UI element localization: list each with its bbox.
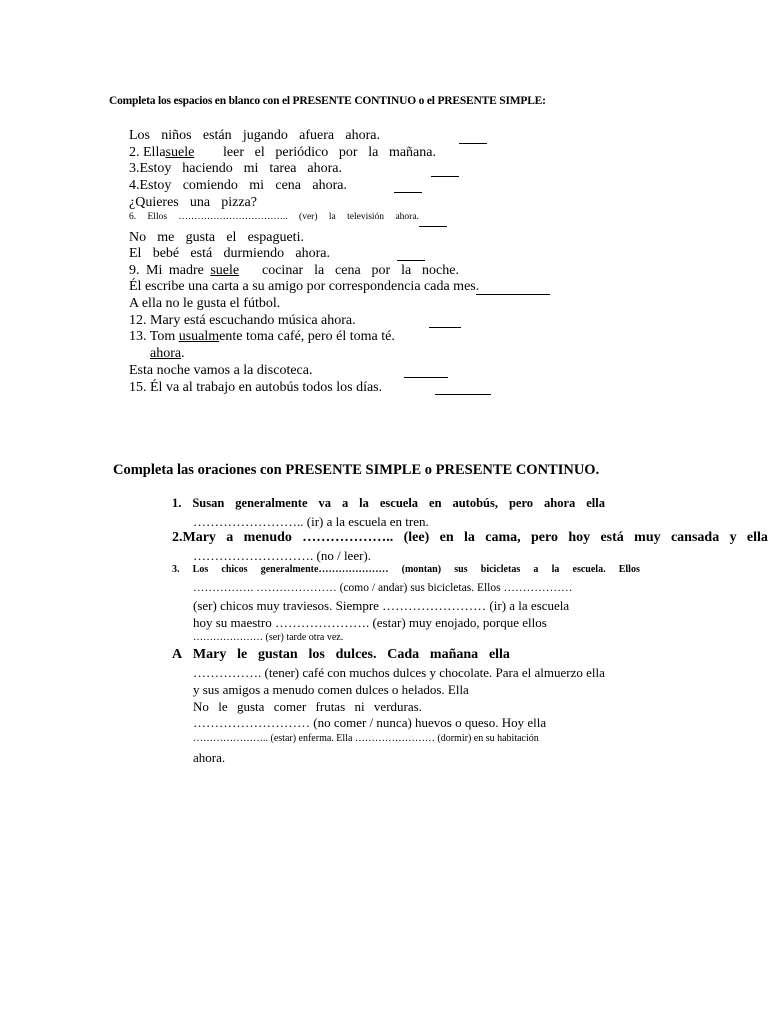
exercise-line: …………………….. (ir) a la escuela en tren.: [193, 514, 429, 529]
word: afuera: [299, 128, 335, 143]
word: cansada: [670, 530, 720, 545]
word: No: [193, 699, 209, 714]
word: mañana.: [388, 145, 436, 160]
word: por: [371, 263, 391, 278]
word: ahora.: [295, 246, 330, 261]
word: ……………………………..: [178, 212, 288, 222]
word: Ellos: [618, 564, 640, 575]
word: y: [729, 530, 737, 545]
word: cena: [335, 263, 361, 278]
word: generalmente…………………: [260, 564, 389, 575]
word: la: [368, 145, 379, 160]
word: le: [218, 699, 228, 714]
word: me: [157, 230, 175, 245]
word: El: [129, 246, 142, 261]
word: Mary: [192, 647, 227, 662]
exercise-line: ………………… (ser) tarde otra vez.: [193, 632, 344, 643]
exercise-line: A ella no le gusta el fútbol.: [129, 296, 281, 311]
exercise-line: [262, 264, 459, 278]
answer-blank: [394, 192, 422, 193]
word: ahora.: [345, 128, 380, 143]
word: ahora.: [307, 161, 342, 176]
word: comiendo: [182, 178, 238, 193]
word: 3.: [172, 564, 180, 575]
exercise-line: ahora.: [150, 346, 185, 361]
word: a: [226, 530, 234, 545]
word: leer: [223, 145, 244, 160]
word: el: [254, 145, 265, 160]
word: frutas: [315, 699, 346, 714]
exercise-line: 2. Ellasuele: [129, 145, 195, 160]
word: noche.: [422, 263, 459, 278]
word: gustan: [258, 647, 298, 662]
word: gusta: [236, 699, 265, 714]
word: ahora: [544, 496, 576, 510]
word: la: [314, 263, 325, 278]
exercise-line: ………………….. (estar) enferma. Ella …………………… (dormir) en su habitación: [193, 733, 539, 744]
word: la: [359, 496, 369, 510]
word: tarea: [269, 161, 297, 176]
word: gusta: [185, 230, 216, 245]
answer-blank: [397, 260, 425, 261]
word: 4.Estoy: [129, 178, 172, 193]
word: la: [328, 212, 336, 222]
word: bicicletas: [480, 564, 521, 575]
word: televisión: [347, 212, 385, 222]
word: el: [226, 230, 237, 245]
word: periódico: [275, 145, 329, 160]
word: haciendo: [182, 161, 233, 176]
exercise-line: [129, 196, 257, 210]
word: mi: [243, 161, 259, 176]
word: ella: [586, 496, 605, 510]
word: chicos: [221, 564, 248, 575]
exercise-line: ……………………… (no comer / nunca) huevos o queso. Hoy ella: [193, 715, 547, 730]
word: Los: [192, 564, 209, 575]
word: pizza?: [221, 195, 257, 210]
exercise-line: [172, 565, 640, 575]
word: mi: [249, 178, 265, 193]
word: en: [429, 496, 442, 510]
word: (lee): [403, 530, 430, 545]
word: está: [600, 530, 624, 545]
word: va: [318, 496, 331, 510]
exercise-line: 12. Mary está escuchando música ahora.: [129, 313, 356, 328]
word: pero: [530, 530, 558, 545]
word: Los: [129, 128, 150, 143]
exercise-line: [172, 531, 768, 545]
word: muy: [634, 530, 661, 545]
exercise-line: 13. Tom usualmente toma café, pero él toma té.: [129, 329, 395, 344]
word: la: [401, 263, 412, 278]
exercise-line: [129, 213, 419, 223]
word: escuela: [379, 496, 419, 510]
answer-blank: [431, 176, 459, 177]
exercise-line: [129, 162, 342, 176]
word: cocinar: [262, 263, 304, 278]
exercise-line: [129, 231, 304, 245]
section1-instruction: Completa los espacios en blanco con el PRESENTE CONTINUO o el PRESENTE SIMPLE:: [109, 95, 546, 107]
exercise-line: 9. Mi madre suele: [129, 263, 240, 278]
answer-blank: [476, 294, 550, 295]
word: Susan: [192, 496, 225, 510]
word: verduras.: [373, 699, 422, 714]
answer-blank: [459, 143, 487, 144]
exercise-line: hoy su maestro …………………. (estar) muy enojado, porque ellos: [193, 615, 547, 630]
word: ella: [746, 530, 768, 545]
word: cama,: [485, 530, 521, 545]
answer-blank: [435, 394, 491, 395]
exercise-line: 15. Él va al trabajo en autobús todos los días.: [129, 380, 383, 395]
word: 3.Estoy: [129, 161, 172, 176]
word: escuela.: [572, 564, 606, 575]
word: autobús,: [452, 496, 498, 510]
exercise-line: [129, 129, 380, 143]
word: está: [190, 246, 213, 261]
word: menudo: [243, 530, 292, 545]
word: cena: [275, 178, 302, 193]
word: 6.: [129, 212, 137, 222]
exercise-line: [172, 497, 605, 510]
exercise-line: [223, 146, 436, 160]
word: (ver): [299, 212, 318, 222]
word: dulces.: [335, 647, 377, 662]
word: (montan): [401, 564, 442, 575]
word: en: [439, 530, 454, 545]
exercise-line: ………………………. (no / leer).: [193, 548, 372, 563]
word: pero: [508, 496, 534, 510]
word: a: [341, 496, 349, 510]
word: comer: [273, 699, 307, 714]
exercise-line: [193, 700, 422, 713]
word: hoy: [568, 530, 591, 545]
word: la: [551, 564, 560, 575]
exercise-line: y sus amigos a menudo comen dulces o helados. Ella: [193, 682, 469, 697]
exercise-line: ……………. (tener) café con muchos dulces y chocolate. Para el almuerzo ella: [193, 665, 605, 680]
word: ¿Quieres: [129, 195, 179, 210]
word: bebé: [152, 246, 180, 261]
exercise-line: [129, 247, 330, 261]
word: ni: [354, 699, 365, 714]
word: a: [533, 564, 539, 575]
word: la: [463, 530, 475, 545]
word: le: [237, 647, 248, 662]
exercise-line: ……………. ………………… (como / andar) sus bicicletas. Ellos ………………: [193, 582, 573, 594]
word: generalmente: [235, 496, 308, 510]
word: ella: [488, 647, 510, 662]
exercise-line: ahora.: [193, 750, 226, 765]
word: Cada: [387, 647, 420, 662]
exercise-line: Él escribe una carta a su amigo por correspondencia cada mes.: [129, 279, 480, 294]
word: sus: [454, 564, 468, 575]
word: espagueti.: [247, 230, 304, 245]
word: ahora.: [395, 212, 419, 222]
word: ………………..: [302, 530, 394, 545]
exercise-line: Esta noche vamos a la discoteca.: [129, 363, 313, 378]
answer-blank: [404, 377, 448, 378]
word: los: [308, 647, 325, 662]
word: A: [172, 647, 183, 662]
word: niños: [161, 128, 192, 143]
exercise-line: [129, 179, 347, 193]
word: Ellos: [147, 212, 168, 222]
word: No: [129, 230, 147, 245]
word: por: [338, 145, 358, 160]
word: una: [189, 195, 211, 210]
word: durmiendo: [223, 246, 285, 261]
word: están: [202, 128, 232, 143]
section2-instruction: Completa las oraciones con PRESENTE SIMPLE o PRESENTE CONTINUO.: [113, 462, 600, 478]
word: jugando: [242, 128, 288, 143]
exercise-line: (ser) chicos muy traviesos. Siempre …………………… (ir) a la escuela: [193, 598, 570, 613]
answer-blank: [419, 226, 447, 227]
word: ahora.: [312, 178, 347, 193]
word: mañana: [429, 647, 479, 662]
word: 2.Mary: [172, 530, 216, 545]
exercise-line: [172, 648, 510, 662]
answer-blank: [429, 327, 461, 328]
word: 1.: [172, 496, 182, 510]
